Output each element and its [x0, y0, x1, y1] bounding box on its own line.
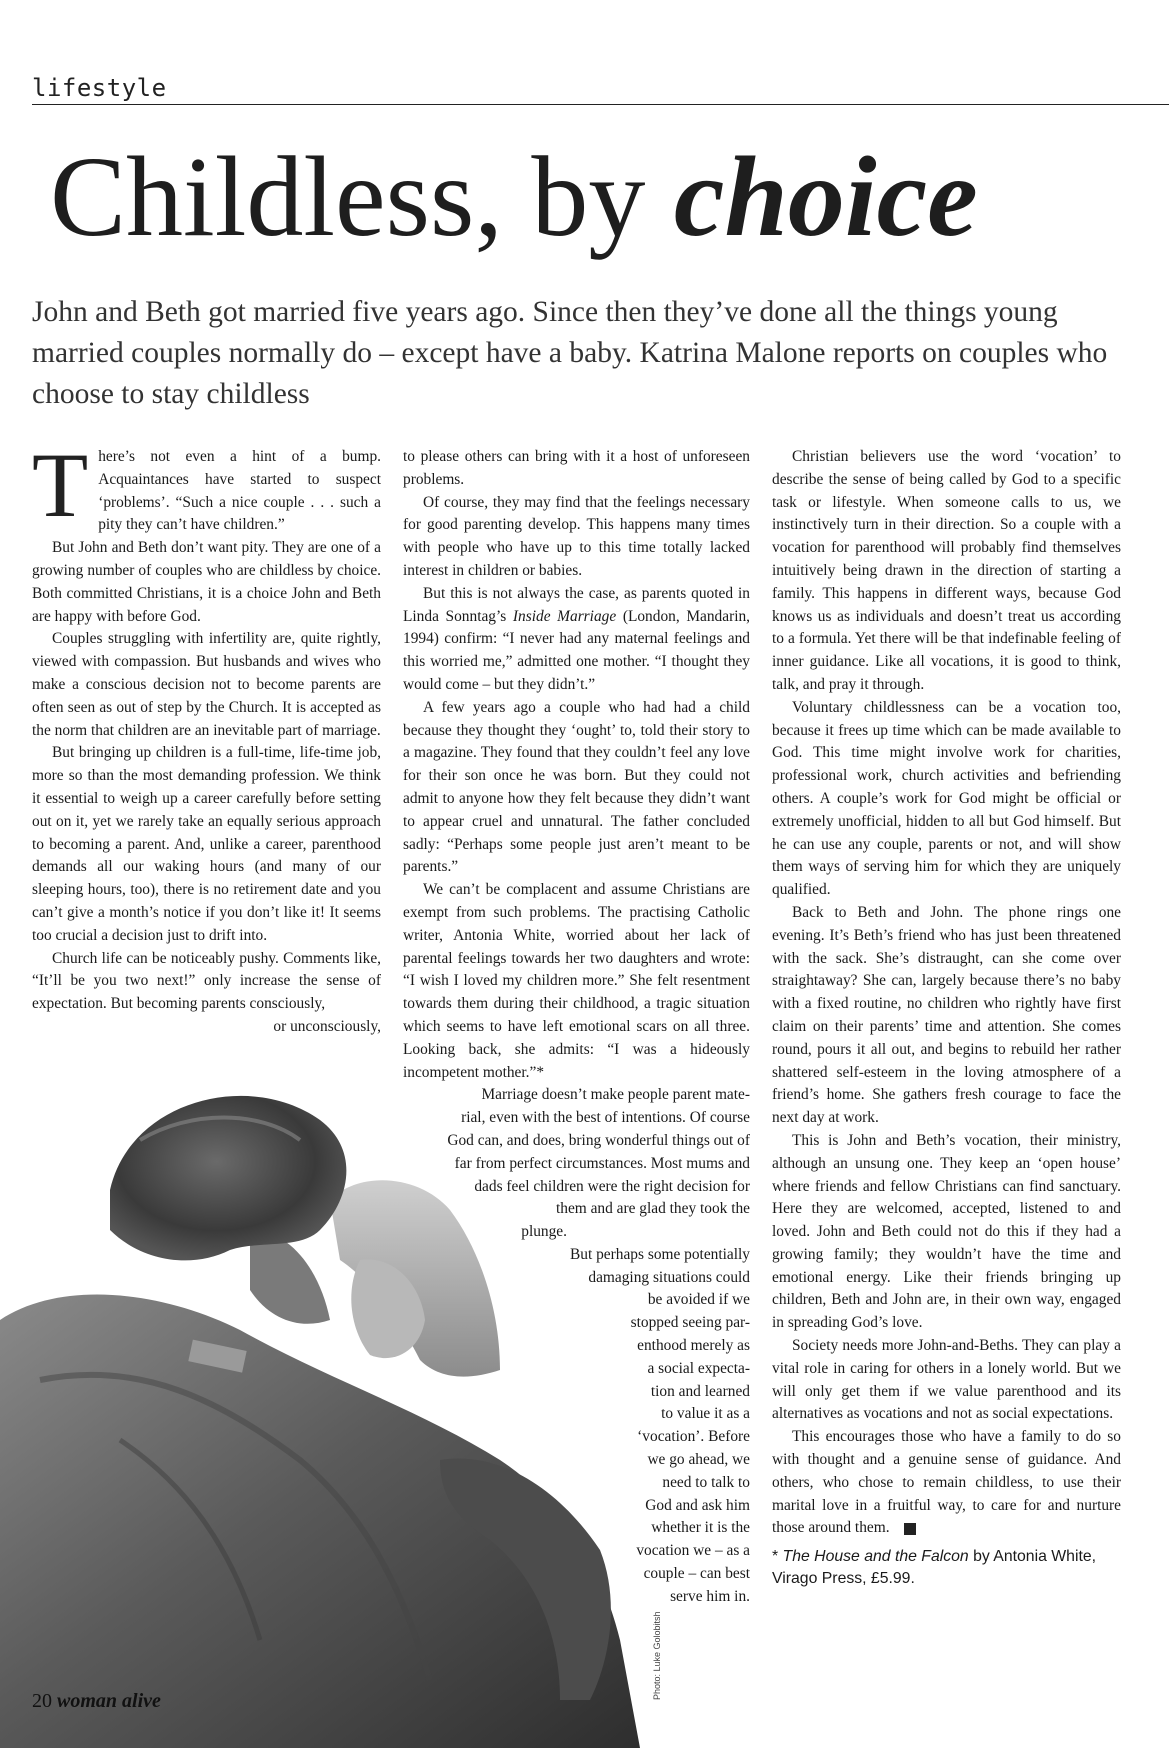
wrapped-line: stopped seeing par- [630, 1314, 750, 1332]
wrapped-line: But perhaps some potentially [570, 1245, 750, 1263]
paragraph-text: (London, Mandarin, 1994) confirm: “I never had any maternal feelings and this worried me,” admitted one mother. “I thought they would come – but they didn’t.” [403, 607, 751, 693]
paragraph: This is John and Beth’s vocation, their ministry, although an unsung one. They keep an ‘open house’ where friends and fellow Christians can find sanctuary. Here they are welcomed, accepted, listened to and loved. John and Beth could not do this if they had a growing family; they wouldn’t have the time and emotional energy. Like their friends bringing up children, Beth and John are, in their own way, engaged in spreading God’s love. [772, 1131, 1121, 1332]
wrapped-line: enthood merely as [637, 1337, 750, 1355]
paragraph: Society needs more John-and-Beths. They can play a vital role in caring for others in a lonely world. But we will only get them if we value parenthood and its alternatives as vocations and not as social expectations. [772, 1337, 1121, 1423]
footnote [772, 1546, 1121, 1590]
paragraph: to please others can bring with it a host of unforeseen problems. [403, 448, 750, 488]
column-1 [32, 434, 381, 1039]
paragraph: Church life can be noticeably pushy. Comments like, “It’ll be you two next!” only increase the sense of expectation. But becoming parents consciously, [32, 949, 381, 1013]
book-title: Inside Marriage [512, 607, 617, 625]
paragraph-text: here’s not even a hint of a bump. Acquaintances have started to suspect ‘problems’. “Such a nice couple . . . such a pity they can’t have children.” [98, 448, 381, 534]
paragraph: But John and Beth don’t want pity. They are one of a growing number of couples who are childless by choice. Both committed Christians, it is a choice John and Beth are happy with before God. [32, 539, 381, 625]
page-number: 20 [32, 1690, 52, 1712]
paragraph: Christian believers use the word ‘vocation’ to describe the sense of being called by God to a specific task or lifestyle. When someone calls to us, we instinctively turn in their direction. So a couple with a vocation for parenthood will probably find themselves intuitively being drawn in the direction of starting a family. This happens in different ways, because God knows us as individuals and doesn’t treat us according to a formula. Yet there will be that indefinable feeling of inner guidance. Like all vocations, it is good to think, talk, and pray it through. [772, 448, 1121, 693]
wrapped-line: couple – can best [643, 1565, 750, 1583]
photo-credit: Photo: Luke Golobitsh [652, 1611, 662, 1700]
publication-name: woman alive [57, 1690, 161, 1712]
wrapped-line: rial, even with the best of intentions. Of course [461, 1109, 750, 1127]
man-hair [110, 1096, 346, 1260]
paragraph: Couples struggling with infertility are, quite rightly, viewed with compassion. But husbands and wives who make a conscious decision not to become parents are often seen as out of step by the Church. It is accepted as the norm that children are an inevitable part of marriage. [32, 630, 381, 739]
paragraph [32, 434, 381, 537]
paragraph: Voluntary childlessness can be a vocation too, because it frees up time which can be made available to God. This time might involve work for charities, professional work, church activities and befriending others. A couple’s work for God might be official or extremely unofficial, hidden to all but God himself. But he can use any couple, parents or not, and will show them ways of serving him for which they are uniquely qualified. [772, 698, 1121, 899]
paragraph: We can’t be complacent and assume Christians are exempt from such problems. The practising Catholic writer, Antonia White, worried about her lack of parental feelings towards her two daughters and wrote: “I wish I loved my children more.” She felt resentment towards them during their childhood, a tragic situation which seems to have left emotional scars on all three. Looking back, she admits: “I was a hideously incompetent mother.”* [403, 881, 750, 1081]
headline-main: Childless, by [50, 133, 674, 260]
paragraph-text: This encourages those who have a family to do so with thought and a genuine sense of guidance. And others, who chose to remain childless, to use their marital love in a fruitful way, to care for and nurture those around them. [772, 1428, 1121, 1537]
wrapped-line: be avoided if we [647, 1291, 750, 1309]
drop-cap: T [32, 434, 89, 536]
wrapped-line: vocation we – as a [636, 1542, 750, 1560]
wrapped-line: tion and learned [650, 1382, 750, 1400]
paragraph: Back to Beth and John. The phone rings one evening. It’s Beth’s friend who has just been threatened with the sack. She’s distraught, can she come over straightaway? She can, largely because there’s no baby with a fixed routine, no children who rightly have first claim on their parents’ time and attention. She comes round, pours it all out, and begins to rebuild her rather shattered self-esteem in the loving atmosphere of a friend’s home. She gathers fresh courage to face the next day at work. [772, 903, 1121, 1127]
column-3 [772, 446, 1121, 1590]
headline-emphasis: choice [673, 133, 978, 260]
paragraph [772, 1426, 1121, 1540]
wrapped-line: ‘vocation’. Before [637, 1428, 750, 1446]
wrapped-line: God and ask him [645, 1496, 750, 1514]
wrapped-line: Marriage doesn’t make people parent mate- [481, 1086, 750, 1104]
paragraph-continuation: or unconsciously, [273, 1017, 381, 1035]
paragraph-text: But this is not always the case, as parents quoted in Linda Sonntag’s [403, 584, 750, 625]
wrapped-line: need to talk to [662, 1473, 750, 1491]
wrapped-line: to value it as a [661, 1405, 750, 1423]
wrapped-line: far from perfect circumstances. Most mums and [454, 1154, 750, 1172]
standfirst: John and Beth got married five years ago. Since then they’ve done all the things young married couples normally do – except have a baby. Katrina Malone reports on couples who choose to stay childless [32, 296, 1108, 410]
header-rule [32, 104, 1169, 105]
wrapped-line: them and are glad they took the [555, 1200, 750, 1218]
headline [50, 133, 978, 260]
end-mark-icon [904, 1523, 916, 1535]
paragraph: Of course, they may find that the feelings necessary for good parenting develop. This happens many times with people who have up to this time totally lacked interest in children or babies. [403, 493, 750, 579]
footnote-title: The House and the Falcon [782, 1548, 969, 1566]
wrapped-line: whether it is the [651, 1519, 750, 1537]
page-folio [32, 1690, 161, 1713]
couple-photo [0, 1080, 680, 1748]
section-tag: lifestyle [32, 74, 167, 102]
paragraph [403, 583, 750, 697]
wrapped-line: God can, and does, bring wonderful things out of [447, 1131, 750, 1149]
wrapped-line: a social expecta- [647, 1359, 750, 1377]
paragraph: A few years ago a couple who had had a child because they thought they ‘ought’ to, told their story to a magazine. They found that they couldn’t feel any love for their son once he was born. But they could not admit to anyone how they felt because they didn’t want to appear cruel and unnatural. The father concluded sadly: “Perhaps some people just aren’t meant to be parents.” [403, 698, 750, 876]
footnote-text: by Antonia White, Virago Press, £5.99. [772, 1548, 1097, 1588]
wrapped-line: serve him in. [670, 1587, 750, 1605]
wrapped-line: plunge. [521, 1223, 567, 1241]
paragraph: But bringing up children is a full-time, life-time job, more so than the most demanding profession. We think it essential to weigh up a career carefully before setting out on it, yet we rarely take an equally serious approach to becoming a parent. And, unlike a career, parenthood demands all our waking hours (and many of our sleeping hours, too), there is no retirement date and you can’t give a month’s notice if you don’t like it! It seems too crucial a decision just to drift into. [32, 744, 381, 944]
footnote-marker: * [772, 1548, 783, 1566]
wrapped-line: we go ahead, we [647, 1451, 750, 1469]
wrapped-line: damaging situations could [588, 1268, 750, 1286]
wrapped-line: dads feel children were the right decision for [474, 1177, 750, 1195]
